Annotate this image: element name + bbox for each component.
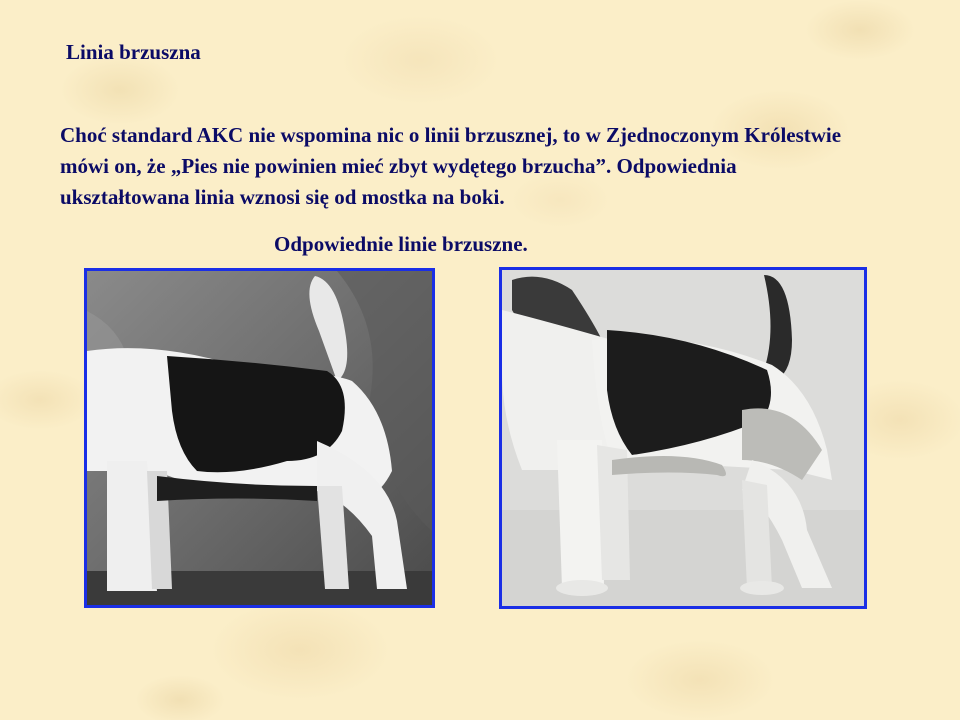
- beagle-photo-right: [499, 267, 867, 609]
- beagle-photo-left: [84, 268, 435, 608]
- slide-title: Linia brzuszna: [66, 40, 201, 64]
- slide-body-text: Choć standard AKC nie wspomina nic o linii brzusznej, to w Zjednoczonym Królestwie mówi on, że „Pies nie powinien mieć zbyt wydętego brzucha”. Odpowiednia ukształtowana linia wznosi się od mostka na boki.: [60, 123, 842, 209]
- beagle-photo-icon: [502, 270, 864, 606]
- beagle-photo-icon: [87, 271, 432, 605]
- photo-caption: Odpowiednie linie brzuszne.: [274, 232, 528, 256]
